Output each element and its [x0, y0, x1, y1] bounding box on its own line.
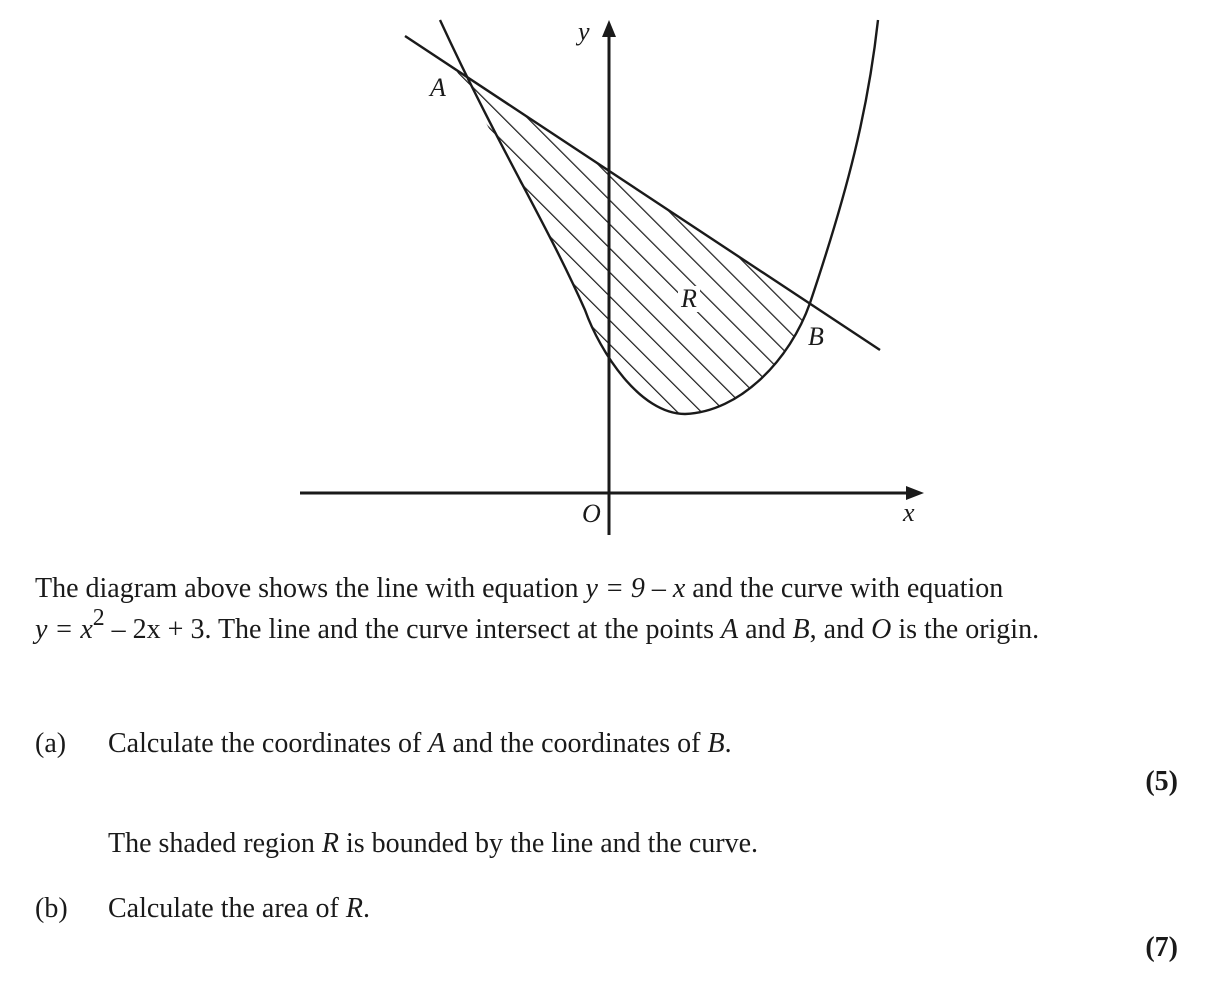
x-axis-label: x	[903, 498, 915, 527]
question-intro: The diagram above shows the line with equation y = 9 – x and the curve with equation $y = x^2 - 2x + 3$. The line and the curve intersect at the points A and B, and O is the origin.	[35, 573, 1040, 645]
point-a-label: A	[430, 73, 446, 102]
curve-equation: y = x	[35, 614, 93, 645]
part-b-marks: (7)	[1145, 932, 1178, 963]
part-a-marks: (5)	[1145, 766, 1178, 797]
origin-label: O	[582, 499, 601, 528]
shaded-region-r	[456, 70, 810, 414]
region-r-label: R	[681, 284, 697, 313]
y-axis-arrow	[602, 20, 616, 37]
y-axis-label: y	[578, 17, 590, 46]
part-b	[0, 893, 1210, 933]
part-a-text: Calculate the coordinates of A and the coordinates of B.	[108, 728, 732, 759]
part-a	[0, 728, 1210, 768]
shaded-region-note: The shaded region R is bounded by the line and the curve.	[108, 828, 759, 859]
part-b-label: (b)	[35, 893, 68, 924]
point-b-label: B	[808, 322, 824, 351]
part-b-text: Calculate the area of R.	[108, 893, 370, 924]
part-a-label: (a)	[35, 728, 67, 759]
line-equation: y = 9 – x	[585, 573, 686, 604]
